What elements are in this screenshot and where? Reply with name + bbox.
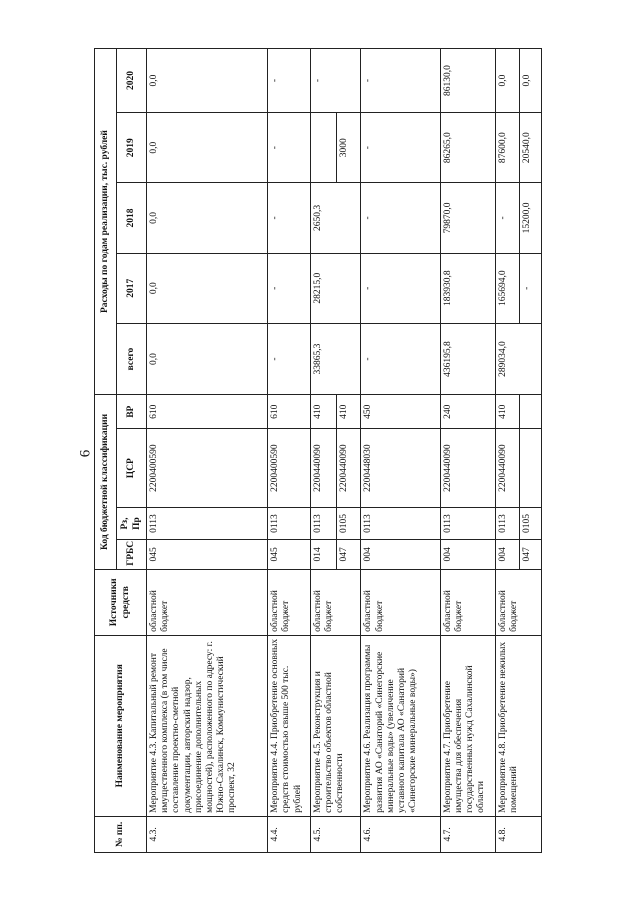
- row-2020: -: [268, 49, 311, 113]
- header-source: Источники средств: [95, 569, 147, 635]
- header-2017: 2017: [117, 253, 147, 323]
- budget-table: [94, 48, 542, 853]
- row-2017: 0,0: [147, 253, 268, 323]
- header-name: Наименование мероприятия: [95, 635, 147, 816]
- row-csr: 2200440090: [310, 429, 336, 508]
- row-source: областной бюджет: [361, 569, 440, 635]
- row-vr: 240: [440, 395, 495, 429]
- header-2020: 2020: [117, 49, 147, 113]
- row-total: 0,0: [147, 323, 268, 394]
- row-source: областной бюджет: [495, 569, 541, 635]
- row-csr: 2200448030: [361, 429, 440, 508]
- row-num: 4.8.: [495, 816, 541, 852]
- row-name: Мероприятие 4.7. Приобретение имущества для обеспечения государственных нужд Сахалинской области: [440, 635, 495, 816]
- row-num: 4.5.: [310, 816, 361, 852]
- row-2019: -: [268, 113, 311, 183]
- row-2020: 86130,0: [440, 49, 495, 113]
- row-2020: -: [310, 49, 361, 113]
- row-rzpr: 0105: [519, 508, 541, 540]
- row-2018: 0,0: [147, 183, 268, 253]
- row-2018: -: [268, 183, 311, 253]
- row-rzpr: 0113: [495, 508, 519, 540]
- row-source: областной бюджет: [310, 569, 361, 635]
- row-csr: 2200440090: [337, 429, 361, 508]
- row-2018: 2650,3: [310, 183, 361, 253]
- row-rzpr: 0113: [268, 508, 311, 540]
- row-grbs: 047: [519, 539, 541, 569]
- row-name: Мероприятие 4.5. Реконструкция и строительство объектов областной собственности: [310, 635, 361, 816]
- row-rzpr: 0113: [361, 508, 440, 540]
- table-row: [361, 49, 440, 853]
- row-2019: 0,0: [147, 113, 268, 183]
- row-vr: [519, 395, 541, 429]
- row-total: 289034,0: [495, 323, 541, 394]
- row-num: 4.7.: [440, 816, 495, 852]
- row-rzpr: 0113: [147, 508, 268, 540]
- row-csr: 2200440090: [495, 429, 519, 508]
- row-csr: 2200440090: [440, 429, 495, 508]
- row-num: 4.3.: [147, 816, 268, 852]
- table-row: [495, 49, 519, 853]
- row-2017: -: [361, 253, 440, 323]
- row-total: 33865,3: [310, 323, 361, 394]
- row-2018: 79870,0: [440, 183, 495, 253]
- header-rzpr: Рз, Пр: [117, 508, 147, 540]
- header-2018: 2018: [117, 183, 147, 253]
- row-vr: 410: [310, 395, 336, 429]
- header-budget-classification: Код бюджетной классификации: [95, 395, 117, 570]
- header-total: всего: [117, 323, 147, 394]
- row-csr: 2200400590: [268, 429, 311, 508]
- row-2019: 87600,0: [495, 113, 519, 183]
- row-source: областной бюджет: [268, 569, 311, 635]
- row-name: Мероприятие 4.8. Приобретение нежилых помещений: [495, 635, 541, 816]
- row-vr: 610: [147, 395, 268, 429]
- row-2020: 0,0: [519, 49, 541, 113]
- row-total: -: [361, 323, 440, 394]
- row-2018: -: [361, 183, 440, 253]
- row-2017: -: [519, 253, 541, 323]
- row-2019: -: [361, 113, 440, 183]
- row-2020: 0,0: [495, 49, 519, 113]
- row-name: Мероприятие 4.4. Приобретение основных средств стоимостью свыше 500 тыс. рублей: [268, 635, 311, 816]
- row-2018: -: [495, 183, 519, 253]
- row-2018: 15200,0: [519, 183, 541, 253]
- row-vr: 410: [337, 395, 361, 429]
- table-row: [440, 49, 495, 853]
- header-vr: ВР: [117, 395, 147, 429]
- row-2017: 28215,0: [310, 253, 361, 323]
- row-grbs: 045: [268, 539, 311, 569]
- row-rzpr: 0105: [337, 508, 361, 540]
- row-grbs: 047: [337, 539, 361, 569]
- row-num: 4.6.: [361, 816, 440, 852]
- header-2019: 2019: [117, 113, 147, 183]
- page-number: 6: [77, 449, 94, 458]
- row-2017: -: [268, 253, 311, 323]
- row-total: 436195,8: [440, 323, 495, 394]
- row-2017: 183930,8: [440, 253, 495, 323]
- row-grbs: 045: [147, 539, 268, 569]
- row-2017: 165694,0: [495, 253, 519, 323]
- row-name: Мероприятие 4.6. Реализация программы развития АО «Санаторий «Синегорские минеральные воды» (увеличение уставного капитала АО «Санаторий «Синегорские минеральные воды»): [361, 635, 440, 816]
- row-vr: 610: [268, 395, 311, 429]
- row-vr: 410: [495, 395, 519, 429]
- row-total: -: [268, 323, 311, 394]
- row-vr: 450: [361, 395, 440, 429]
- row-source: областной бюджет: [147, 569, 268, 635]
- row-2019: 86265,0: [440, 113, 495, 183]
- row-2020: 0,0: [147, 49, 268, 113]
- row-2019: [310, 113, 336, 183]
- header-csr: ЦСР: [117, 429, 147, 508]
- row-grbs: 004: [361, 539, 440, 569]
- header-expenses: Расходы по годам реализации, тыс. рублей: [95, 49, 117, 395]
- row-grbs: 004: [440, 539, 495, 569]
- row-rzpr: 0113: [310, 508, 336, 540]
- row-num: 4.4.: [268, 816, 311, 852]
- row-grbs: 004: [495, 539, 519, 569]
- table-row: [147, 49, 268, 853]
- table-row: [268, 49, 311, 853]
- budget-table-sheet: [94, 48, 542, 853]
- row-2020: -: [361, 49, 440, 113]
- table-row: [310, 49, 336, 853]
- header-grbs: ГРБС: [117, 539, 147, 569]
- row-name: Мероприятие 4.3. Капитальный ремонт имущественного комплекса (в том числе составление проектно-сметной документации, авторский надзор, присоединение дополнительных мощностей), расположенного по адресу: г. Южно-Сахалинск, Коммунистический проспект, 32: [147, 635, 268, 816]
- row-2019: 3000: [337, 113, 361, 183]
- row-grbs: 014: [310, 539, 336, 569]
- header-num: № пп.: [95, 816, 147, 852]
- row-csr: 2200400590: [147, 429, 268, 508]
- row-rzpr: 0113: [440, 508, 495, 540]
- row-source: областной бюджет: [440, 569, 495, 635]
- row-csr: [519, 429, 541, 508]
- row-2019: 20540,0: [519, 113, 541, 183]
